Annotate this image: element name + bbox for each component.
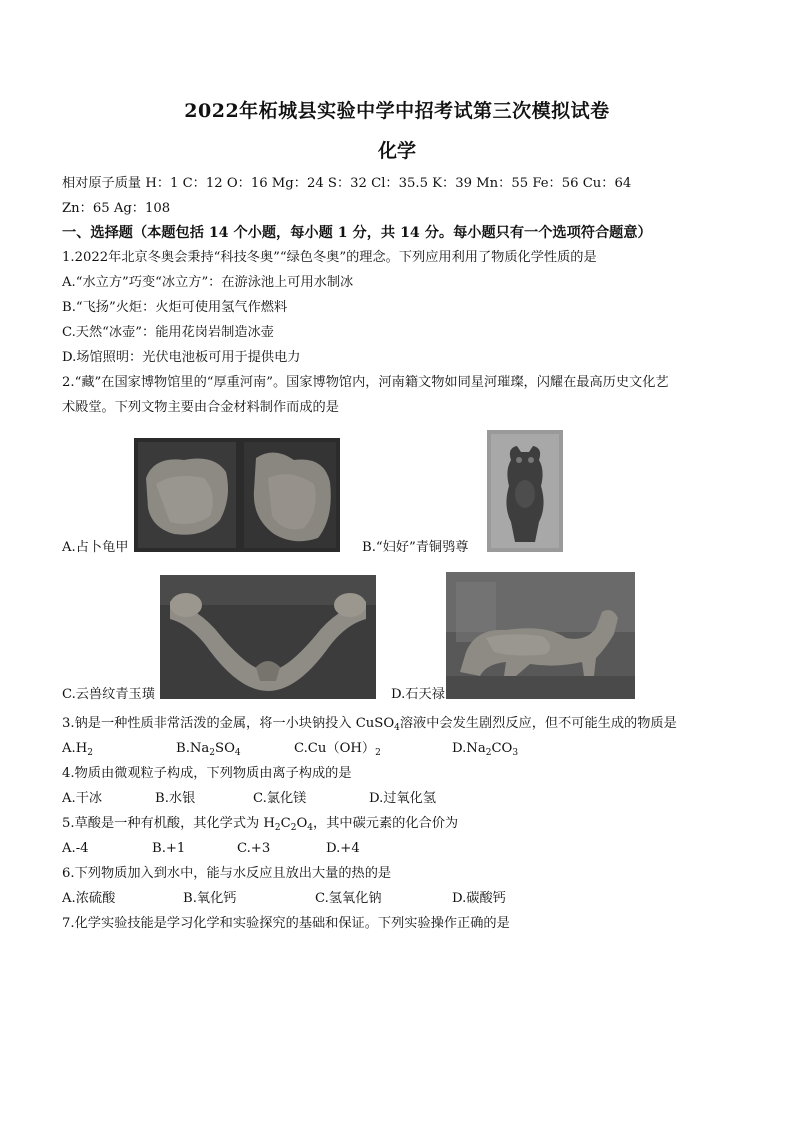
turtle-shell-photo — [134, 438, 340, 552]
q1-option-b: B.“飞扬”火炬：火炬可使用氢气作燃料 — [62, 300, 288, 315]
q4-option-d: D.过氧化氢 — [369, 791, 437, 806]
stone-tianlu-photo — [446, 572, 635, 699]
q2-option-c: C.云兽纹青玉璜 — [62, 687, 155, 702]
q2-stem-line1: 2.“藏”在国家博物馆里的“厚重河南”。国家博物馆内，河南籍文物如同星河璀璨，闪耀在最高历史文化艺 — [62, 375, 669, 390]
q2-option-d: D.石天禄 — [391, 687, 445, 702]
atomic-masses-line2: Zn：65 Ag：108 — [62, 201, 171, 216]
q1-option-c: C.天然“冰壶”：能用花岗岩制造冰壶 — [62, 325, 274, 340]
q7-stem: 7.化学实验技能是学习化学和实验探究的基础和保证。下列实验操作正确的是 — [62, 916, 510, 931]
q5-option-d: D.+4 — [326, 841, 360, 856]
q4-option-b: B.水银 — [155, 791, 196, 806]
q6-option-b: B.氧化钙 — [183, 891, 237, 906]
atomic-masses-line1: 相对原子质量 H：1 C：12 O：16 Mg：24 S：32 Cl：35.5 K：39 Mn：55 Fe：56 Cu：64 — [62, 176, 632, 191]
q2-stem-line2: 术殿堂。下列文物主要由合金材料制作而成的是 — [62, 400, 339, 415]
q3-option-a: $A.H_2$ — [62, 741, 93, 758]
q5-option-c: C.+3 — [237, 841, 271, 856]
q3-option-b: $B.Na_2SO_4$ — [176, 741, 241, 758]
q2-option-a: A.占卜龟甲 — [62, 540, 129, 555]
jade-huang-photo — [160, 575, 376, 699]
q3-option-c: $C.Cu(OH)_2$ — [294, 741, 381, 758]
q5-option-b: B.+1 — [152, 841, 186, 856]
q5-stem: 5.草酸是一种有机酸，其化学式为 $H_2C_2O_4$，其中碳元素的化合价为 — [62, 816, 459, 833]
q1-option-a: A.“水立方”巧变“冰立方”：在游泳池上可用水制冰 — [62, 275, 354, 290]
q3-option-d: $D.Na_2CO_3$ — [452, 741, 519, 758]
q1-stem: 1.2022年北京冬奥会秉持“科技冬奥”“绿色冬奥”的理念。下列应用利用了物质化学性质的是 — [62, 250, 597, 265]
q4-stem: 4.物质由微观粒子构成，下列物质由离子构成的是 — [62, 766, 352, 781]
section-heading: 一、选择题（本题包括 14 个小题，每小题 1 分，共 14 分。每小题只有一个选项符合题意） — [62, 225, 652, 241]
bronze-owl-vessel-photo — [487, 430, 563, 552]
q1-option-d: D.场馆照明：光伏电池板可用于提供电力 — [62, 350, 301, 365]
q3-stem: 3.钠是一种性质非常活泼的金属，将一小块钠投入 CuSO$_4$溶液中会发生剧烈反应，但不可能生成的物质是 — [62, 716, 677, 733]
exam-title: 2022年柘城县实验中学中招考试第三次模拟试卷 — [184, 100, 610, 122]
q5-option-a: A.-4 — [62, 841, 89, 856]
q6-option-d: D.碳酸钙 — [452, 891, 506, 906]
q6-stem: 6.下列物质加入到水中，能与水反应且放出大量的热的是 — [62, 866, 392, 881]
q6-option-c: C.氢氧化钠 — [315, 891, 382, 906]
q6-option-a: A.浓硫酸 — [62, 891, 116, 906]
q4-option-c: C.氯化镁 — [253, 791, 307, 806]
q4-option-a: A.干冰 — [62, 791, 103, 806]
subject-title: 化学 — [377, 140, 416, 162]
q2-option-b: B.“妇好”青铜鸮尊 — [362, 540, 469, 555]
